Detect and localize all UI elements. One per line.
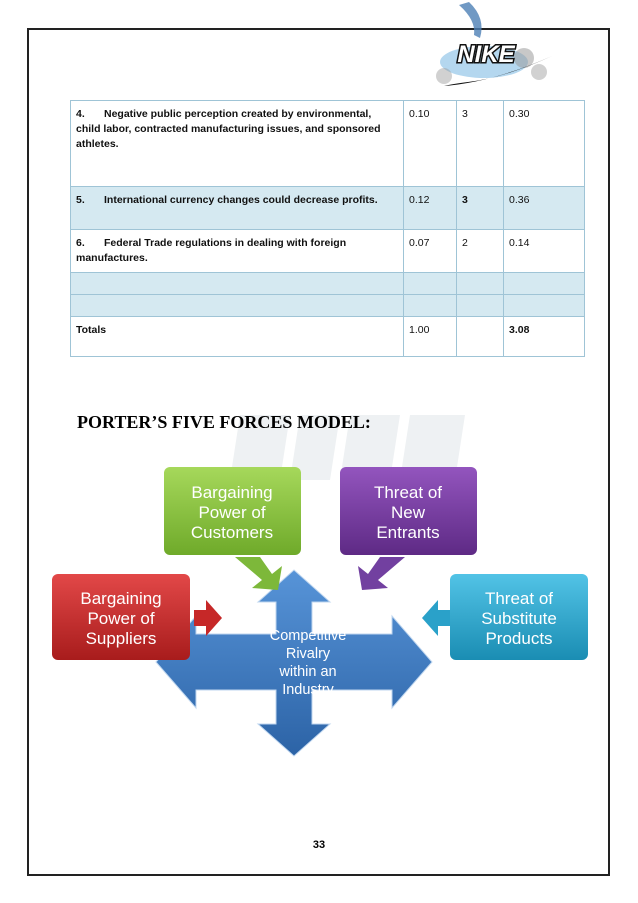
table-row xyxy=(71,101,585,187)
factor-cell xyxy=(71,187,404,230)
weight-cell: 0.07 xyxy=(404,230,457,273)
empty-row xyxy=(71,295,585,317)
customers-arrow-icon xyxy=(235,557,282,590)
center-label-3: within an xyxy=(279,664,337,680)
factor-cell xyxy=(71,101,404,187)
customers-label-3: Customers xyxy=(190,523,274,542)
section-title: PORTER’S FIVE FORCES MODEL: xyxy=(77,412,371,432)
suppliers-label-1: Bargaining xyxy=(80,589,162,608)
suppliers-label-2: Power of xyxy=(87,609,155,628)
factor-text: Federal Trade regulations in dealing with foreign manufactures. xyxy=(76,237,347,264)
customers-label-1: Bargaining xyxy=(191,483,273,502)
page-number: 33 xyxy=(312,839,326,851)
customers-label-2: Power of xyxy=(198,503,266,522)
entrants-arrow-icon xyxy=(358,557,405,590)
totals-score: 3.08 xyxy=(504,317,585,357)
weight-cell: 0.10 xyxy=(404,101,457,187)
rating-cell: 3 xyxy=(457,187,504,230)
competitive-rivalry-arrow xyxy=(156,570,432,756)
empty-row xyxy=(71,273,585,295)
score-cell: 0.14 xyxy=(504,230,585,273)
center-label-2: Rivalry xyxy=(285,646,331,662)
totals-weight: 1.00 xyxy=(404,317,457,357)
suppliers-label-3: Suppliers xyxy=(85,629,157,648)
center-label-4: Industry xyxy=(282,682,334,698)
threats-table xyxy=(70,100,585,357)
row-number: 4. xyxy=(76,108,85,120)
totals-label: Totals xyxy=(71,317,404,357)
logo-wordmark: NIKE xyxy=(457,41,515,68)
table-row xyxy=(71,230,585,273)
suppliers-arrow-icon xyxy=(194,600,222,636)
entrants-label-2: New xyxy=(390,503,426,522)
totals-row xyxy=(71,317,585,357)
rating-cell: 2 xyxy=(457,230,504,273)
center-label-1: Competitive xyxy=(269,628,347,644)
weight-cell: 0.12 xyxy=(404,187,457,230)
row-number: 5. xyxy=(76,194,85,206)
entrants-label-3: Entrants xyxy=(376,523,440,542)
row-number: 6. xyxy=(76,237,85,249)
five-forces-diagram xyxy=(50,462,610,762)
entrants-label-1: Threat of xyxy=(373,483,443,502)
substitutes-label-3: Products xyxy=(485,629,553,648)
factor-text: Negative public perception created by environmental, child labor, contracted manufacturing issues, and sponsored athletes. xyxy=(76,108,381,150)
substitutes-label-1: Threat of xyxy=(484,589,554,608)
score-cell: 0.30 xyxy=(504,101,585,187)
rating-cell: 3 xyxy=(457,101,504,187)
substitutes-arrow-icon xyxy=(422,600,450,636)
table-row xyxy=(71,187,585,230)
nike-logo xyxy=(424,0,574,100)
factor-cell xyxy=(71,230,404,273)
substitutes-label-2: Substitute xyxy=(481,609,557,628)
score-cell: 0.36 xyxy=(504,187,585,230)
factor-text: International currency changes could decrease profits. xyxy=(104,194,378,206)
